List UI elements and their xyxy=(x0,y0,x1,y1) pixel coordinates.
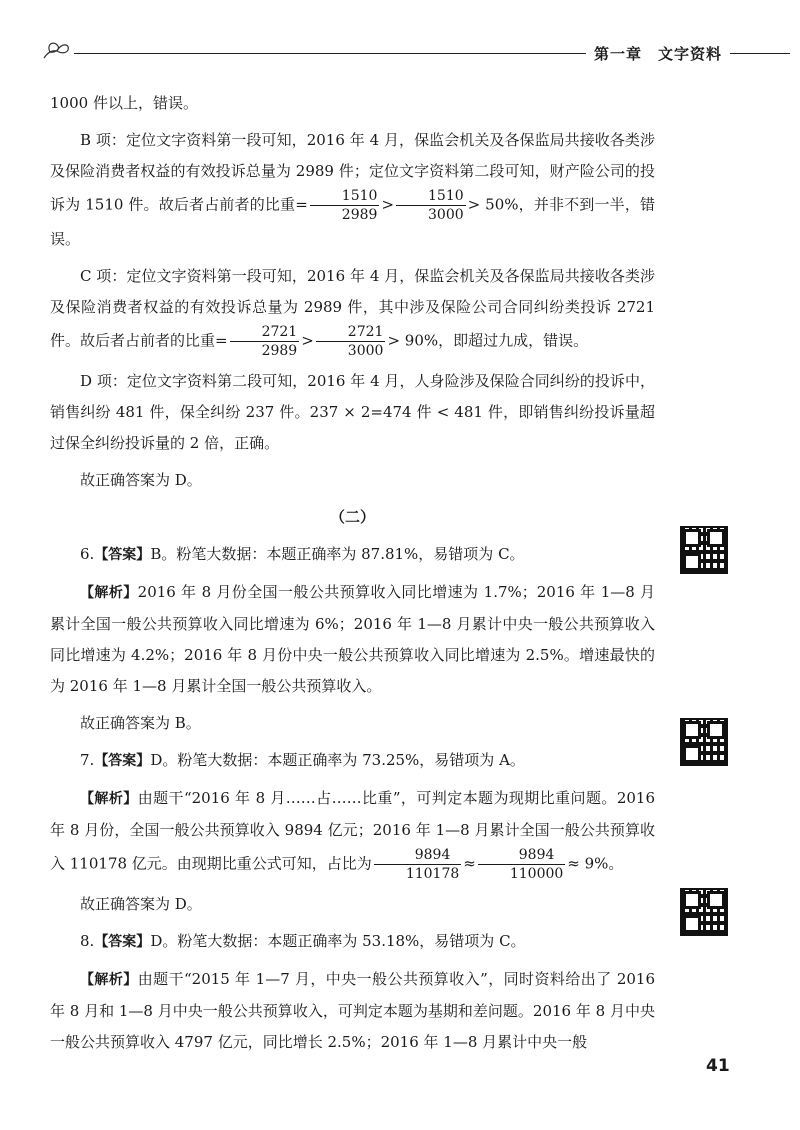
fraction: $\frac{2721}{2989}$ xyxy=(230,323,300,360)
q7-final: 故正确答案为 D。 xyxy=(80,895,202,913)
page-content xyxy=(50,88,655,1064)
option-c-paragraph: C 项：定位文字资料第一段可知，2016 年 4 月，保监会机关及各保监局共接收各类涉及保险消费者权益的有效投诉总量为 2989 件，其中涉及保险公司合同纠纷类投诉 2721 件。故后者占前者的比重= $\frac{2721}{2989}$ > $\frac{2721}{3000}$ > 90%，即超过九成，错误。 xyxy=(50,267,655,359)
q8-answer: 8.【答案】D。粉笔大数据：本题正确率为 53.18%，易错项为 C。 xyxy=(80,932,526,950)
leaf-icon xyxy=(40,38,74,62)
qr-code-q6[interactable] xyxy=(680,526,728,574)
header-rule-left xyxy=(74,53,586,54)
fraction: $\frac{9894}{110000}$ xyxy=(478,846,565,883)
fraction: $\frac{2721}{3000}$ xyxy=(316,323,386,360)
answer-line: 故正确答案为 D。 xyxy=(80,471,202,489)
section-heading: （二） xyxy=(329,508,375,526)
page-number: 41 xyxy=(706,1056,730,1076)
fraction: $\frac{1510}{2989}$ xyxy=(310,187,380,224)
fraction: $\frac{9894}{110178}$ xyxy=(374,846,461,883)
q6-answer: 6.【答案】B。粉笔大数据：本题正确率为 87.81%，易错项为 C。 xyxy=(80,545,525,563)
qr-code-q8[interactable] xyxy=(680,888,728,936)
fraction: $\frac{1510}{3000}$ xyxy=(396,187,466,224)
qr-code-q7[interactable] xyxy=(680,718,728,766)
page-header xyxy=(0,38,800,68)
chapter-title: 第一章 文字资料 xyxy=(594,45,723,63)
q7-analysis: 【解析】由题干“2016 年 8 月……占……比重”，可判定本题为现期比重问题。2016 年 8 月份，全国一般公共预算收入 9894 亿元；2016 年 1—8 月累计全国一般公共预算收入 110178 亿元。由现期比重公式可知，占比为 $\frac{9894}{110178}$ ≈ $\frac{9894}{110000}$ ≈ 9%。 xyxy=(50,789,655,882)
q6-analysis: 【解析】2016 年 8 月份全国一般公共预算收入同比增速为 1.7%；2016 年 1—8 月累计全国一般公共预算收入同比增速为 6%；2016 年 1—8 月累计中央一般公共预算收入同比增速为 4.2%；2016 年 8 月份中央一般公共预算收入同比增速为 2.5%。增速最快的为 2016 年 1—8 月累计全国一般公共预算收入。 xyxy=(50,583,655,695)
option-d-paragraph: D 项：定位文字资料第二段可知，2016 年 4 月，人身险涉及保险合同纠纷的投诉中，销售纠纷 481 件，保全纠纷 237 件。237 × 2=474 件 < 481 件，即销售纠纷投诉量超过保全纠纷投诉量的 2 倍，正确。 xyxy=(50,372,655,452)
q8-analysis: 【解析】由题干“2015 年 1—7 月，中央一般公共预算收入”，同时资料给出了 2016 年 8 月和 1—8 月中央一般公共预算收入，可判定本题为基期和差问题。2016 年 8 月中央一般公共预算收入 4797 亿元，同比增长 2.5%；2016 年 1—8 月累计中央一般 xyxy=(50,970,655,1051)
q7-answer: 7.【答案】D。粉笔大数据：本题正确率为 73.25%，易错项为 A。 xyxy=(80,751,525,769)
option-b-paragraph: B 项：定位文字资料第一段可知，2016 年 4 月，保监会机关及各保监局共接收各类涉及保险消费者权益的有效投诉总量为 2989 件；定位文字资料第二段可知，财产险公司的投诉为 1510 件。故后者占前者的比重= $\frac{1510}{2989}$ > $\frac{1510}{3000}$ > 50%，并非不到一半，错误。 xyxy=(50,131,656,248)
header-rule-right xyxy=(730,53,790,54)
q6-final: 故正确答案为 B。 xyxy=(80,714,201,732)
paragraph: 1000 件以上，错误。 xyxy=(50,94,198,112)
